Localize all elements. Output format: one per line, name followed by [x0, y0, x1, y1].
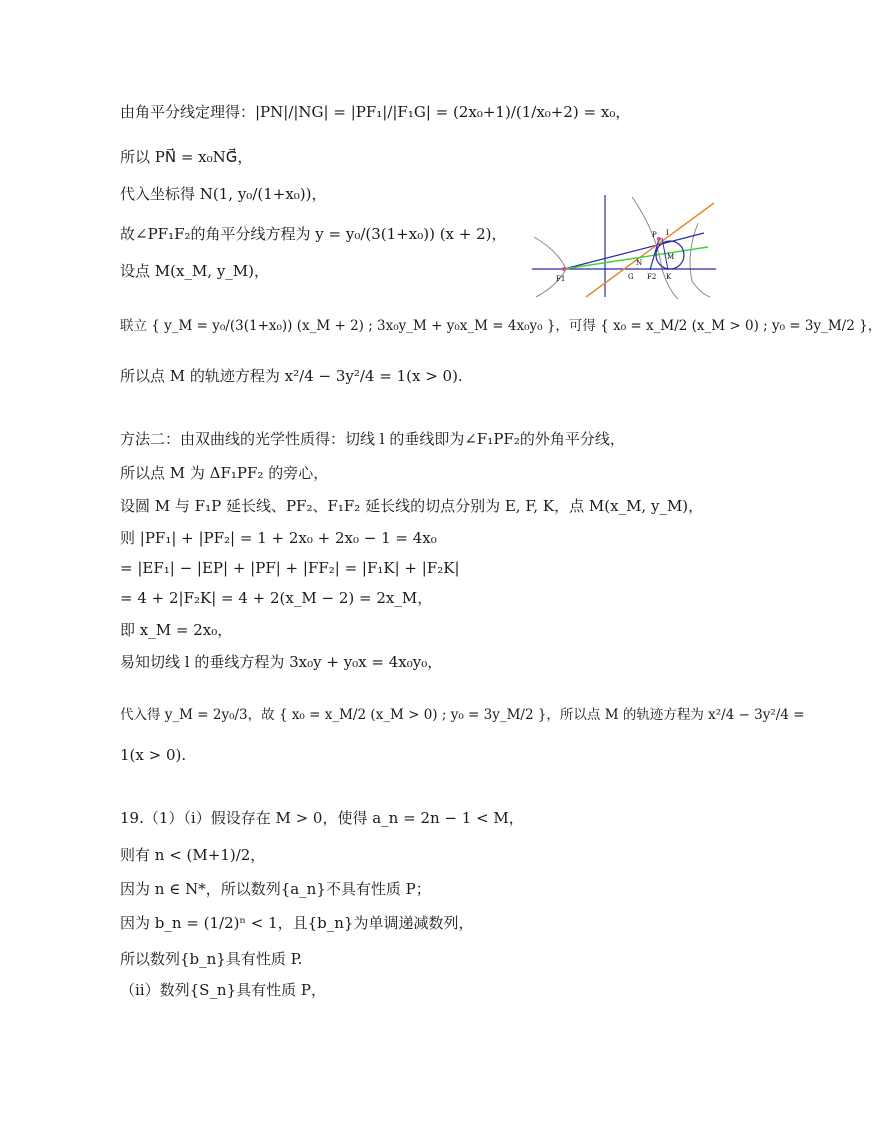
- text-line: （ⅱ）数列{S_n}具有性质 P，: [120, 981, 326, 999]
- figure-label: M: [667, 253, 675, 261]
- figure-label: F2: [647, 273, 657, 281]
- hyperbola-figure: [528, 193, 720, 299]
- hyperbola-left-branch: [534, 237, 566, 297]
- figure-label: K: [666, 273, 672, 281]
- text-line: 代入坐标得 N(1, y₀/(1+x₀))，: [120, 185, 327, 203]
- hyperbola-right-branch: [632, 197, 678, 299]
- text-line: 易知切线 l 的垂线方程为 3x₀y + y₀x = 4x₀y₀，: [120, 653, 443, 671]
- text-line: 所以点 M 为 ΔF₁PF₂ 的旁心，: [120, 464, 329, 482]
- figure-label: F1: [556, 275, 566, 283]
- text-line: 方法二：由双曲线的光学性质得：切线 l 的垂线即为∠F₁PF₂的外角平分线，: [120, 430, 625, 448]
- text-line: = 4 + 2|F₂K| = 4 + 2(x_M − 2) = 2x_M，: [120, 589, 433, 607]
- text-line: 联立 { y_M = y₀/(3(1+x₀)) (x_M + 2) ; 3x₀y_M + y₀x_M = 4x₀y₀ }，可得 { x₀ = x_M/2 (x_M > 0) ; y₀ = 3y_M/2 }，: [120, 318, 881, 334]
- figure-label: G: [628, 273, 634, 281]
- text-line: 所以点 M 的轨迹方程为 x²/4 − 3y²/4 = 1(x > 0).: [120, 367, 463, 385]
- point-f1: [562, 267, 566, 271]
- figure-label: I: [666, 229, 669, 237]
- text-line: 即 x_M = 2x₀，: [120, 621, 233, 639]
- text-line: 则有 n < (M+1)/2，: [120, 846, 266, 864]
- text-line: 因为 n ∈ N*，所以数列{a_n}不具有性质 P；: [120, 880, 431, 898]
- text-line: 1(x > 0).: [120, 746, 187, 764]
- text-line: 设点 M(x_M, y_M)，: [120, 262, 270, 280]
- text-line: 由角平分线定理得：|PN|/|NG| = |PF₁|/|F₁G| = (2x₀+1)/(1/x₀+2) = x₀，: [120, 103, 631, 121]
- text-line: 设圆 M 与 F₁P 延长线、PF₂、F₁F₂ 延长线的切点分别为 E, F, K，点 M(x_M, y_M)，: [120, 497, 704, 515]
- text-line: 因为 b_n = (1/2)ⁿ < 1，且{b_n}为单调递减数列，: [120, 914, 474, 932]
- figure-label: P: [652, 231, 657, 239]
- text-line: 代入得 y_M = 2y₀/3，故 { x₀ = x_M/2 (x_M > 0) ; y₀ = 3y_M/2 }，所以点 M 的轨迹方程为 x²/4 − 3y²/4 =: [120, 707, 805, 723]
- text-line: 19.（1）（ⅰ）假设存在 M > 0，使得 a_n = 2n − 1 < M，: [120, 809, 524, 827]
- figure-label: N: [636, 259, 643, 267]
- text-line: 所以 PN⃗ = x₀NG⃗，: [120, 148, 253, 166]
- text-line: 则 |PF₁| + |PF₂| = 1 + 2x₀ + 2x₀ − 1 = 4x₀: [120, 529, 437, 547]
- text-line: = |EF₁| − |EP| + |PF| + |FF₂| = |F₁K| + |F₂K|: [120, 559, 460, 577]
- text-line: 故∠PF₁F₂的角平分线方程为 y = y₀/(3(1+x₀)) (x + 2)，: [120, 225, 507, 243]
- text-line: 所以数列{b_n}具有性质 P.: [120, 950, 303, 968]
- figure-svg: [528, 193, 720, 299]
- point-p: [657, 237, 661, 241]
